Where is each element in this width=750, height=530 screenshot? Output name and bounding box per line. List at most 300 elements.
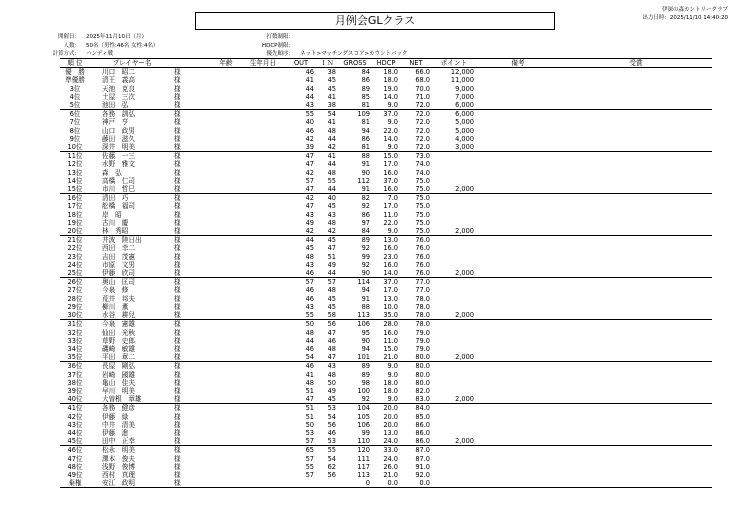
table-row — [60, 413, 712, 421]
net-score-cell: 75.0 — [415, 227, 430, 236]
event-meta-left — [44, 33, 158, 59]
table-row — [60, 211, 712, 219]
birthdate-cell — [240, 118, 286, 126]
in-score-cell: 48 — [327, 286, 336, 295]
rank-cell: 7位 — [69, 118, 81, 127]
gross-score-cell: 88 — [361, 302, 370, 311]
age-cell — [212, 143, 240, 152]
honorific-cell: 様 — [174, 470, 181, 479]
award-cell — [560, 471, 712, 479]
point-cell: 2,000 — [455, 395, 474, 404]
meta-row: 優先順序： ネット>マッチングスコア>カウントバック — [266, 51, 408, 57]
age-cell — [212, 76, 240, 84]
event-meta-right — [258, 33, 407, 59]
point-cell: 9,000 — [455, 84, 474, 93]
player-name-cell: 奥山 匡司 — [90, 278, 174, 287]
hdcp-cell: 15.0 — [372, 152, 400, 161]
honorific-cell: 様 — [174, 101, 181, 110]
gross-score-cell: 0 — [338, 479, 372, 488]
player-name-cell: 水野 雅文 — [102, 160, 135, 169]
honorific-cell: 様 — [174, 236, 212, 245]
award-cell — [560, 303, 712, 311]
rank-cell: 20位 — [67, 227, 83, 236]
birthdate-cell — [240, 85, 286, 93]
rank-cell: 39位 — [67, 386, 83, 395]
in-score-cell: 58 — [327, 311, 336, 320]
point-cell — [432, 404, 476, 413]
award-cell — [560, 455, 712, 463]
birthdate-cell — [240, 253, 286, 261]
in-score-cell: 47 — [327, 353, 336, 362]
in-score-cell: 42 — [327, 143, 336, 152]
honorific-cell: 様 — [174, 336, 181, 345]
gross-score-cell: 101 — [357, 353, 370, 362]
in-score-cell: 55 — [316, 446, 338, 455]
net-score-cell: 76.0 — [400, 236, 432, 245]
note-cell — [476, 295, 560, 303]
point-cell — [432, 379, 476, 387]
award-cell — [560, 194, 712, 203]
award-cell — [560, 101, 712, 110]
point-cell — [432, 371, 476, 379]
birthdate-cell — [240, 219, 286, 227]
rank-cell: 34位 — [67, 344, 83, 353]
point-cell — [432, 463, 476, 471]
note-cell — [476, 244, 560, 252]
age-cell — [212, 421, 240, 429]
note-cell — [476, 101, 560, 110]
in-score-cell: 48 — [327, 344, 336, 353]
point-cell: 11,000 — [450, 76, 474, 85]
net-score-cell: 78.0 — [415, 302, 430, 311]
player-name-cell: 伊藤 緑 — [102, 412, 129, 421]
point-cell — [432, 219, 476, 227]
in-score-cell: 45 — [327, 76, 336, 85]
out-score-cell: 48 — [305, 328, 314, 337]
note-cell — [476, 345, 560, 353]
hdcp-cell: 18.0 — [383, 378, 398, 387]
honorific-cell: 様 — [174, 320, 212, 329]
out-score-cell: 53 — [305, 428, 314, 437]
rank-cell: 5位 — [69, 101, 81, 110]
note-cell — [476, 337, 560, 345]
gross-score-cell: 113 — [357, 470, 370, 479]
birthdate-cell — [240, 329, 286, 337]
in-score-cell: 46 — [327, 428, 336, 437]
point-cell — [432, 261, 476, 269]
in-score-cell: 51 — [327, 252, 336, 261]
age-cell — [212, 101, 240, 110]
table-row — [60, 345, 712, 353]
in-score-cell: 57 — [316, 278, 338, 287]
point-cell — [432, 169, 476, 177]
gross-score-cell: 84 — [338, 68, 372, 77]
age-cell — [212, 371, 240, 379]
table-row — [60, 320, 712, 329]
in-score-cell: 41 — [327, 118, 336, 127]
point-cell — [432, 413, 476, 421]
gross-score-cell: 106 — [338, 320, 372, 329]
birthdate-cell — [240, 413, 286, 421]
note-cell — [476, 311, 560, 320]
honorific-cell: 様 — [174, 152, 212, 161]
out-score-cell: 43 — [305, 302, 314, 311]
gross-score-cell: 98 — [361, 378, 370, 387]
birthdate-cell — [240, 421, 286, 429]
age-cell — [212, 337, 240, 345]
table-row — [60, 479, 712, 488]
in-score-cell: 56 — [327, 470, 336, 479]
gross-score-cell: 112 — [357, 176, 370, 185]
hdcp-cell: 13.0 — [372, 236, 400, 245]
net-score-cell: 75.0 — [415, 218, 430, 227]
player-name-cell: 井波 陸日出 — [90, 236, 174, 245]
table-row — [60, 143, 712, 152]
player-name-cell: 仙田 光秋 — [102, 328, 135, 337]
note-cell — [476, 76, 560, 84]
point-cell — [432, 455, 476, 463]
note-cell — [476, 278, 560, 287]
age-cell — [212, 177, 240, 185]
honorific-cell: 様 — [174, 185, 181, 194]
note-cell — [476, 253, 560, 261]
honorific-cell: 様 — [174, 302, 181, 311]
birthdate-cell — [240, 311, 286, 320]
award-cell — [560, 379, 712, 387]
point-cell — [432, 244, 476, 252]
net-score-cell: 76.0 — [415, 260, 430, 269]
table-row — [60, 404, 712, 413]
hdcp-cell: 26.0 — [383, 462, 398, 471]
gross-score-cell: 114 — [338, 278, 372, 287]
rank-cell: 29位 — [67, 302, 83, 311]
honorific-cell: 様 — [174, 84, 181, 93]
player-name-cell: 清王 義高 — [102, 76, 135, 85]
point-cell — [432, 479, 476, 488]
out-score-cell: 42 — [305, 227, 314, 236]
col-hdcp: HDCP — [372, 59, 400, 68]
in-score-cell: 40 — [316, 194, 338, 203]
honorific-cell: 様 — [174, 395, 181, 404]
rank-cell: 28位 — [67, 294, 83, 303]
honorific-cell: 様 — [174, 269, 181, 278]
table-row — [60, 311, 712, 320]
award-cell — [560, 395, 712, 404]
gross-score-cell: 81 — [361, 143, 370, 152]
in-score-cell — [316, 479, 338, 488]
table-row — [60, 329, 712, 337]
table-row — [60, 463, 712, 471]
hdcp-cell: 18.0 — [383, 76, 398, 85]
out-score-cell: 49 — [305, 218, 314, 227]
honorific-cell: 様 — [174, 446, 212, 455]
age-cell — [212, 253, 240, 261]
gross-score-cell: 89 — [338, 362, 372, 371]
col-rank: 順 位 — [60, 59, 90, 68]
rank-cell: 15位 — [67, 185, 83, 194]
player-name-cell: 磯崎 敏雄 — [102, 344, 135, 353]
net-score-cell: 75.0 — [415, 202, 430, 211]
note-cell — [476, 160, 560, 168]
award-cell — [560, 286, 712, 294]
table-row — [60, 395, 712, 404]
birthdate-cell — [240, 110, 286, 119]
table-row — [60, 437, 712, 446]
net-score-cell: 92.0 — [415, 470, 430, 479]
age-cell — [212, 471, 240, 479]
birthdate-cell — [240, 194, 286, 203]
player-name-cell: 伊藤 進 — [102, 428, 129, 437]
note-cell — [476, 211, 560, 219]
note-cell — [476, 227, 560, 236]
age-cell — [212, 110, 240, 119]
table-row — [60, 303, 712, 311]
point-cell — [432, 253, 476, 261]
award-cell — [560, 437, 712, 446]
player-name-cell: 伊藤 欣司 — [102, 269, 135, 278]
gross-score-cell: 90 — [361, 168, 370, 177]
honorific-cell: 様 — [174, 378, 181, 387]
award-cell — [560, 185, 712, 194]
award-cell — [560, 463, 712, 471]
table-row — [60, 101, 712, 110]
rank-cell: 36位 — [60, 362, 90, 371]
rank-cell: 21位 — [60, 236, 90, 245]
note-cell — [476, 362, 560, 371]
award-cell — [560, 118, 712, 126]
note-cell — [476, 93, 560, 101]
table-row — [60, 219, 712, 227]
player-name-cell: 大曽根 章雄 — [102, 395, 142, 404]
rank-cell: 42位 — [67, 412, 83, 421]
player-name-cell: 深井 明美 — [102, 143, 135, 152]
award-cell — [560, 177, 712, 185]
table-row — [60, 76, 712, 84]
net-score-cell: 78.0 — [400, 320, 432, 329]
note-cell — [476, 68, 560, 77]
col-birthdate: 生年月日 — [240, 59, 286, 68]
age-cell — [212, 413, 240, 421]
out-score-cell: 50 — [286, 320, 316, 329]
award-cell — [560, 227, 712, 236]
col-net: NET — [400, 59, 432, 68]
note-cell — [476, 413, 560, 421]
in-score-cell: 45 — [327, 395, 336, 404]
hdcp-cell: 11.0 — [383, 210, 398, 219]
out-score-cell: 47 — [305, 395, 314, 404]
honorific-cell: 様 — [174, 370, 181, 379]
note-cell — [476, 303, 560, 311]
hdcp-cell: 9.0 — [387, 118, 398, 127]
out-score-cell: 46 — [305, 344, 314, 353]
note-cell — [476, 437, 560, 446]
player-name-cell: 荒井 邦夫 — [102, 294, 135, 303]
in-score-cell: 44 — [327, 160, 336, 169]
net-score-cell: 80.0 — [415, 370, 430, 379]
honorific-cell: 様 — [174, 386, 181, 395]
table-row — [60, 278, 712, 287]
rank-cell: 37位 — [67, 370, 83, 379]
gross-score-cell: 94 — [361, 126, 370, 135]
note-cell — [476, 286, 560, 294]
rank-cell: 26位 — [60, 278, 90, 287]
net-score-cell: 72.0 — [400, 110, 432, 119]
gross-score-cell: 94 — [361, 344, 370, 353]
note-cell — [476, 110, 560, 119]
player-name-cell: 澤本 俊夫 — [102, 454, 135, 463]
age-cell — [212, 329, 240, 337]
note-cell — [476, 471, 560, 479]
birthdate-cell — [240, 152, 286, 161]
in-score-cell: 54 — [327, 454, 336, 463]
point-cell — [432, 446, 476, 455]
honorific-cell: 様 — [174, 311, 181, 320]
birthdate-cell — [240, 244, 286, 252]
player-name-cell: 今泉 修 — [102, 286, 129, 295]
point-cell: 2,000 — [455, 269, 474, 278]
point-cell — [432, 278, 476, 287]
note-cell — [476, 261, 560, 269]
note-cell — [476, 479, 560, 488]
out-score-cell: 46 — [305, 126, 314, 135]
rank-cell: 優 勝 — [60, 68, 90, 77]
age-cell — [212, 269, 240, 278]
age-cell — [212, 429, 240, 437]
award-cell — [560, 329, 712, 337]
net-score-cell: 68.0 — [415, 76, 430, 85]
hdcp-cell: 16.0 — [383, 260, 398, 269]
rank-cell: 38位 — [67, 378, 83, 387]
net-score-cell: 72.0 — [415, 126, 430, 135]
point-cell: 6,000 — [432, 110, 476, 119]
out-score-cell: 41 — [305, 370, 314, 379]
age-cell — [212, 362, 240, 371]
net-score-cell: 78.0 — [415, 294, 430, 303]
in-score-cell: 41 — [327, 92, 336, 101]
out-score-cell: 44 — [305, 336, 314, 345]
player-name-cell: 安江 政明 — [90, 479, 174, 488]
point-cell — [432, 286, 476, 294]
rank-cell: 9位 — [69, 134, 81, 143]
honorific-cell: 様 — [174, 218, 181, 227]
rank-cell: 17位 — [67, 202, 83, 211]
gross-score-cell: 94 — [361, 286, 370, 295]
note-cell — [476, 85, 560, 93]
in-score-cell: 41 — [316, 152, 338, 161]
birthdate-cell — [240, 68, 286, 77]
table-row — [60, 362, 712, 371]
point-cell — [432, 211, 476, 219]
in-score-cell: 56 — [316, 320, 338, 329]
gross-score-cell: 84 — [361, 227, 370, 236]
honorific-cell: 様 — [174, 437, 181, 446]
out-score-cell: 46 — [305, 269, 314, 278]
birthdate-cell — [240, 471, 286, 479]
out-score-cell: 54 — [305, 353, 314, 362]
honorific-cell: 様 — [174, 118, 181, 127]
in-score-cell: 45 — [316, 236, 338, 245]
in-score-cell: 38 — [316, 68, 338, 77]
table-row — [60, 371, 712, 379]
honorific-cell: 様 — [174, 126, 181, 135]
point-cell: 2,000 — [455, 227, 474, 236]
table-row — [60, 471, 712, 479]
table-row — [60, 261, 712, 269]
hdcp-cell: 9.0 — [387, 370, 398, 379]
out-score-cell: 55 — [305, 311, 314, 320]
rank-cell: 48位 — [67, 462, 83, 471]
hdcp-cell: 23.0 — [383, 252, 398, 261]
in-score-cell: 48 — [327, 370, 336, 379]
net-score-cell: 76.0 — [415, 244, 430, 253]
gross-score-cell: 105 — [357, 412, 370, 421]
rank-cell: 25位 — [67, 269, 83, 278]
player-name-cell: 市川 哲巳 — [102, 185, 135, 194]
table-row — [60, 387, 712, 395]
rank-cell: 22位 — [67, 244, 83, 253]
player-name-cell: 早川 明美 — [102, 386, 135, 395]
award-cell — [560, 160, 712, 168]
in-score-cell: 54 — [327, 412, 336, 421]
award-cell — [560, 127, 712, 135]
honorific-cell: 様 — [174, 428, 181, 437]
age-cell — [212, 194, 240, 203]
point-cell: 6,000 — [455, 101, 474, 110]
club-name: 伊深の森カントリークラブ — [661, 7, 728, 13]
in-score-cell: 50 — [327, 378, 336, 387]
in-score-cell: 38 — [327, 101, 336, 110]
hdcp-cell: 37.0 — [372, 110, 400, 119]
award-cell — [560, 261, 712, 269]
gross-score-cell: 82 — [338, 194, 372, 203]
hdcp-cell: 33.0 — [372, 446, 400, 455]
gross-score-cell: 95 — [361, 328, 370, 337]
player-name-cell: 各務 訓弘 — [90, 110, 174, 119]
out-score-cell: 47 — [305, 160, 314, 169]
honorific-cell: 様 — [174, 134, 181, 143]
award-cell — [560, 413, 712, 421]
hdcp-cell: 21.0 — [383, 470, 398, 479]
in-score-cell: 49 — [327, 386, 336, 395]
hdcp-cell: 22.0 — [383, 218, 398, 227]
table-row — [60, 421, 712, 429]
birthdate-cell — [240, 404, 286, 413]
award-cell — [560, 362, 712, 371]
in-score-cell: 45 — [327, 302, 336, 311]
age-cell — [212, 379, 240, 387]
note-cell — [476, 118, 560, 126]
out-score-cell — [286, 479, 316, 488]
hdcp-cell: 16.0 — [383, 244, 398, 253]
gross-score-cell: 109 — [338, 110, 372, 119]
in-score-cell: 43 — [316, 362, 338, 371]
note-cell — [476, 127, 560, 135]
rank-cell: 46位 — [60, 446, 90, 455]
award-cell — [560, 278, 712, 287]
honorific-cell: 様 — [174, 362, 212, 371]
hdcp-cell: 20.0 — [372, 404, 400, 413]
out-score-cell: 57 — [305, 437, 314, 446]
player-name-cell: 各務 健彦 — [90, 404, 174, 413]
gross-score-cell: 81 — [361, 118, 370, 127]
hdcp-cell: 22.0 — [383, 126, 398, 135]
birthdate-cell — [240, 446, 286, 455]
meta-row: HDCP制限： — [261, 42, 294, 49]
table-row — [60, 194, 712, 203]
net-score-cell: 84.0 — [400, 404, 432, 413]
table-header-row — [60, 59, 712, 68]
birthdate-cell — [240, 303, 286, 311]
